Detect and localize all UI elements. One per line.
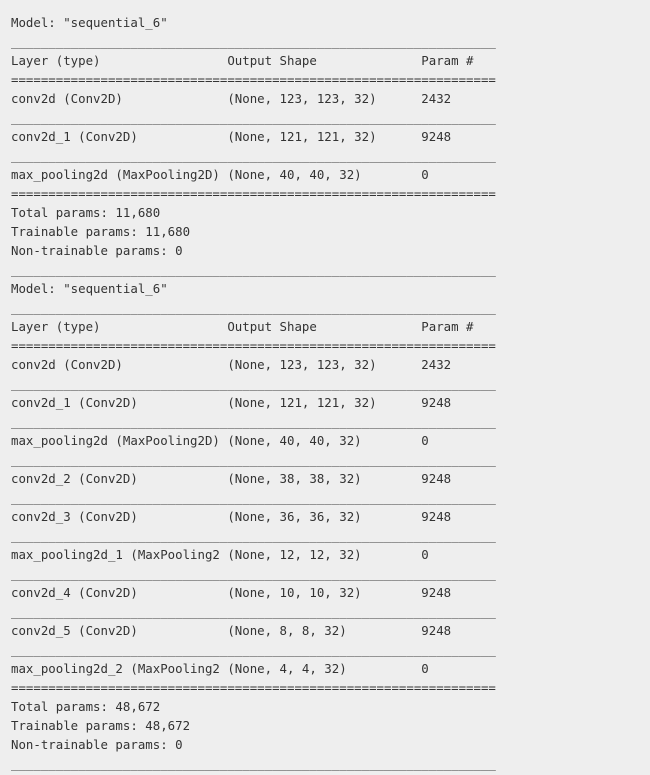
trainable-params-line: Trainable params: 11,680 [11,224,191,239]
total-params-line: Total params: 48,672 [11,699,161,714]
separator-line: _________________________________________________________________ [11,490,496,505]
layer-row: conv2d_1 (Conv2D) (None, 121, 121, 32) 9248 [11,395,496,410]
trainable-params-line: Trainable params: 48,672 [11,718,191,733]
double-separator-line: ================================================================= [11,72,496,87]
non-trainable-params-line: Non-trainable params: 0 [11,737,183,752]
separator-line: _________________________________________________________________ [11,756,496,771]
separator-line: _________________________________________________________________ [11,110,496,125]
layer-row: conv2d (Conv2D) (None, 123, 123, 32) 2432 [11,91,496,106]
layer-row: conv2d (Conv2D) (None, 123, 123, 32) 2432 [11,357,496,372]
model-title-line: Model: "sequential_6" [11,15,168,30]
separator-line: _________________________________________________________________ [11,148,496,163]
layer-row: conv2d_5 (Conv2D) (None, 8, 8, 32) 9248 [11,623,496,638]
layer-row: conv2d_3 (Conv2D) (None, 36, 36, 32) 9248 [11,509,496,524]
cell-output-text [11,13,496,773]
separator-line: _________________________________________________________________ [11,300,496,315]
separator-line: _________________________________________________________________ [11,414,496,429]
layer-row: max_pooling2d (MaxPooling2D) (None, 40, 40, 32) 0 [11,167,496,182]
separator-line: _________________________________________________________________ [11,262,496,277]
layer-row: max_pooling2d_1 (MaxPooling2 (None, 12, 12, 32) 0 [11,547,496,562]
layer-row: conv2d_2 (Conv2D) (None, 38, 38, 32) 9248 [11,471,496,486]
table-header-line: Layer (type) Output Shape Param # [11,319,496,334]
table-header-line: Layer (type) Output Shape Param # [11,53,496,68]
separator-line: _________________________________________________________________ [11,642,496,657]
separator-line: _________________________________________________________________ [11,604,496,619]
layer-row: max_pooling2d (MaxPooling2D) (None, 40, 40, 32) 0 [11,433,496,448]
separator-line: _________________________________________________________________ [11,34,496,49]
double-separator-line: ================================================================= [11,680,496,695]
non-trainable-params-line: Non-trainable params: 0 [11,243,183,258]
double-separator-line: ================================================================= [11,186,496,201]
total-params-line: Total params: 11,680 [11,205,161,220]
separator-line: _________________________________________________________________ [11,528,496,543]
layer-row: max_pooling2d_2 (MaxPooling2 (None, 4, 4, 32) 0 [11,661,496,676]
model-title-line: Model: "sequential_6" [11,281,168,296]
separator-line: _________________________________________________________________ [11,376,496,391]
layer-row: conv2d_1 (Conv2D) (None, 121, 121, 32) 9248 [11,129,496,144]
separator-line: _________________________________________________________________ [11,566,496,581]
layer-row: conv2d_4 (Conv2D) (None, 10, 10, 32) 9248 [11,585,496,600]
double-separator-line: ================================================================= [11,338,496,353]
separator-line: _________________________________________________________________ [11,452,496,467]
